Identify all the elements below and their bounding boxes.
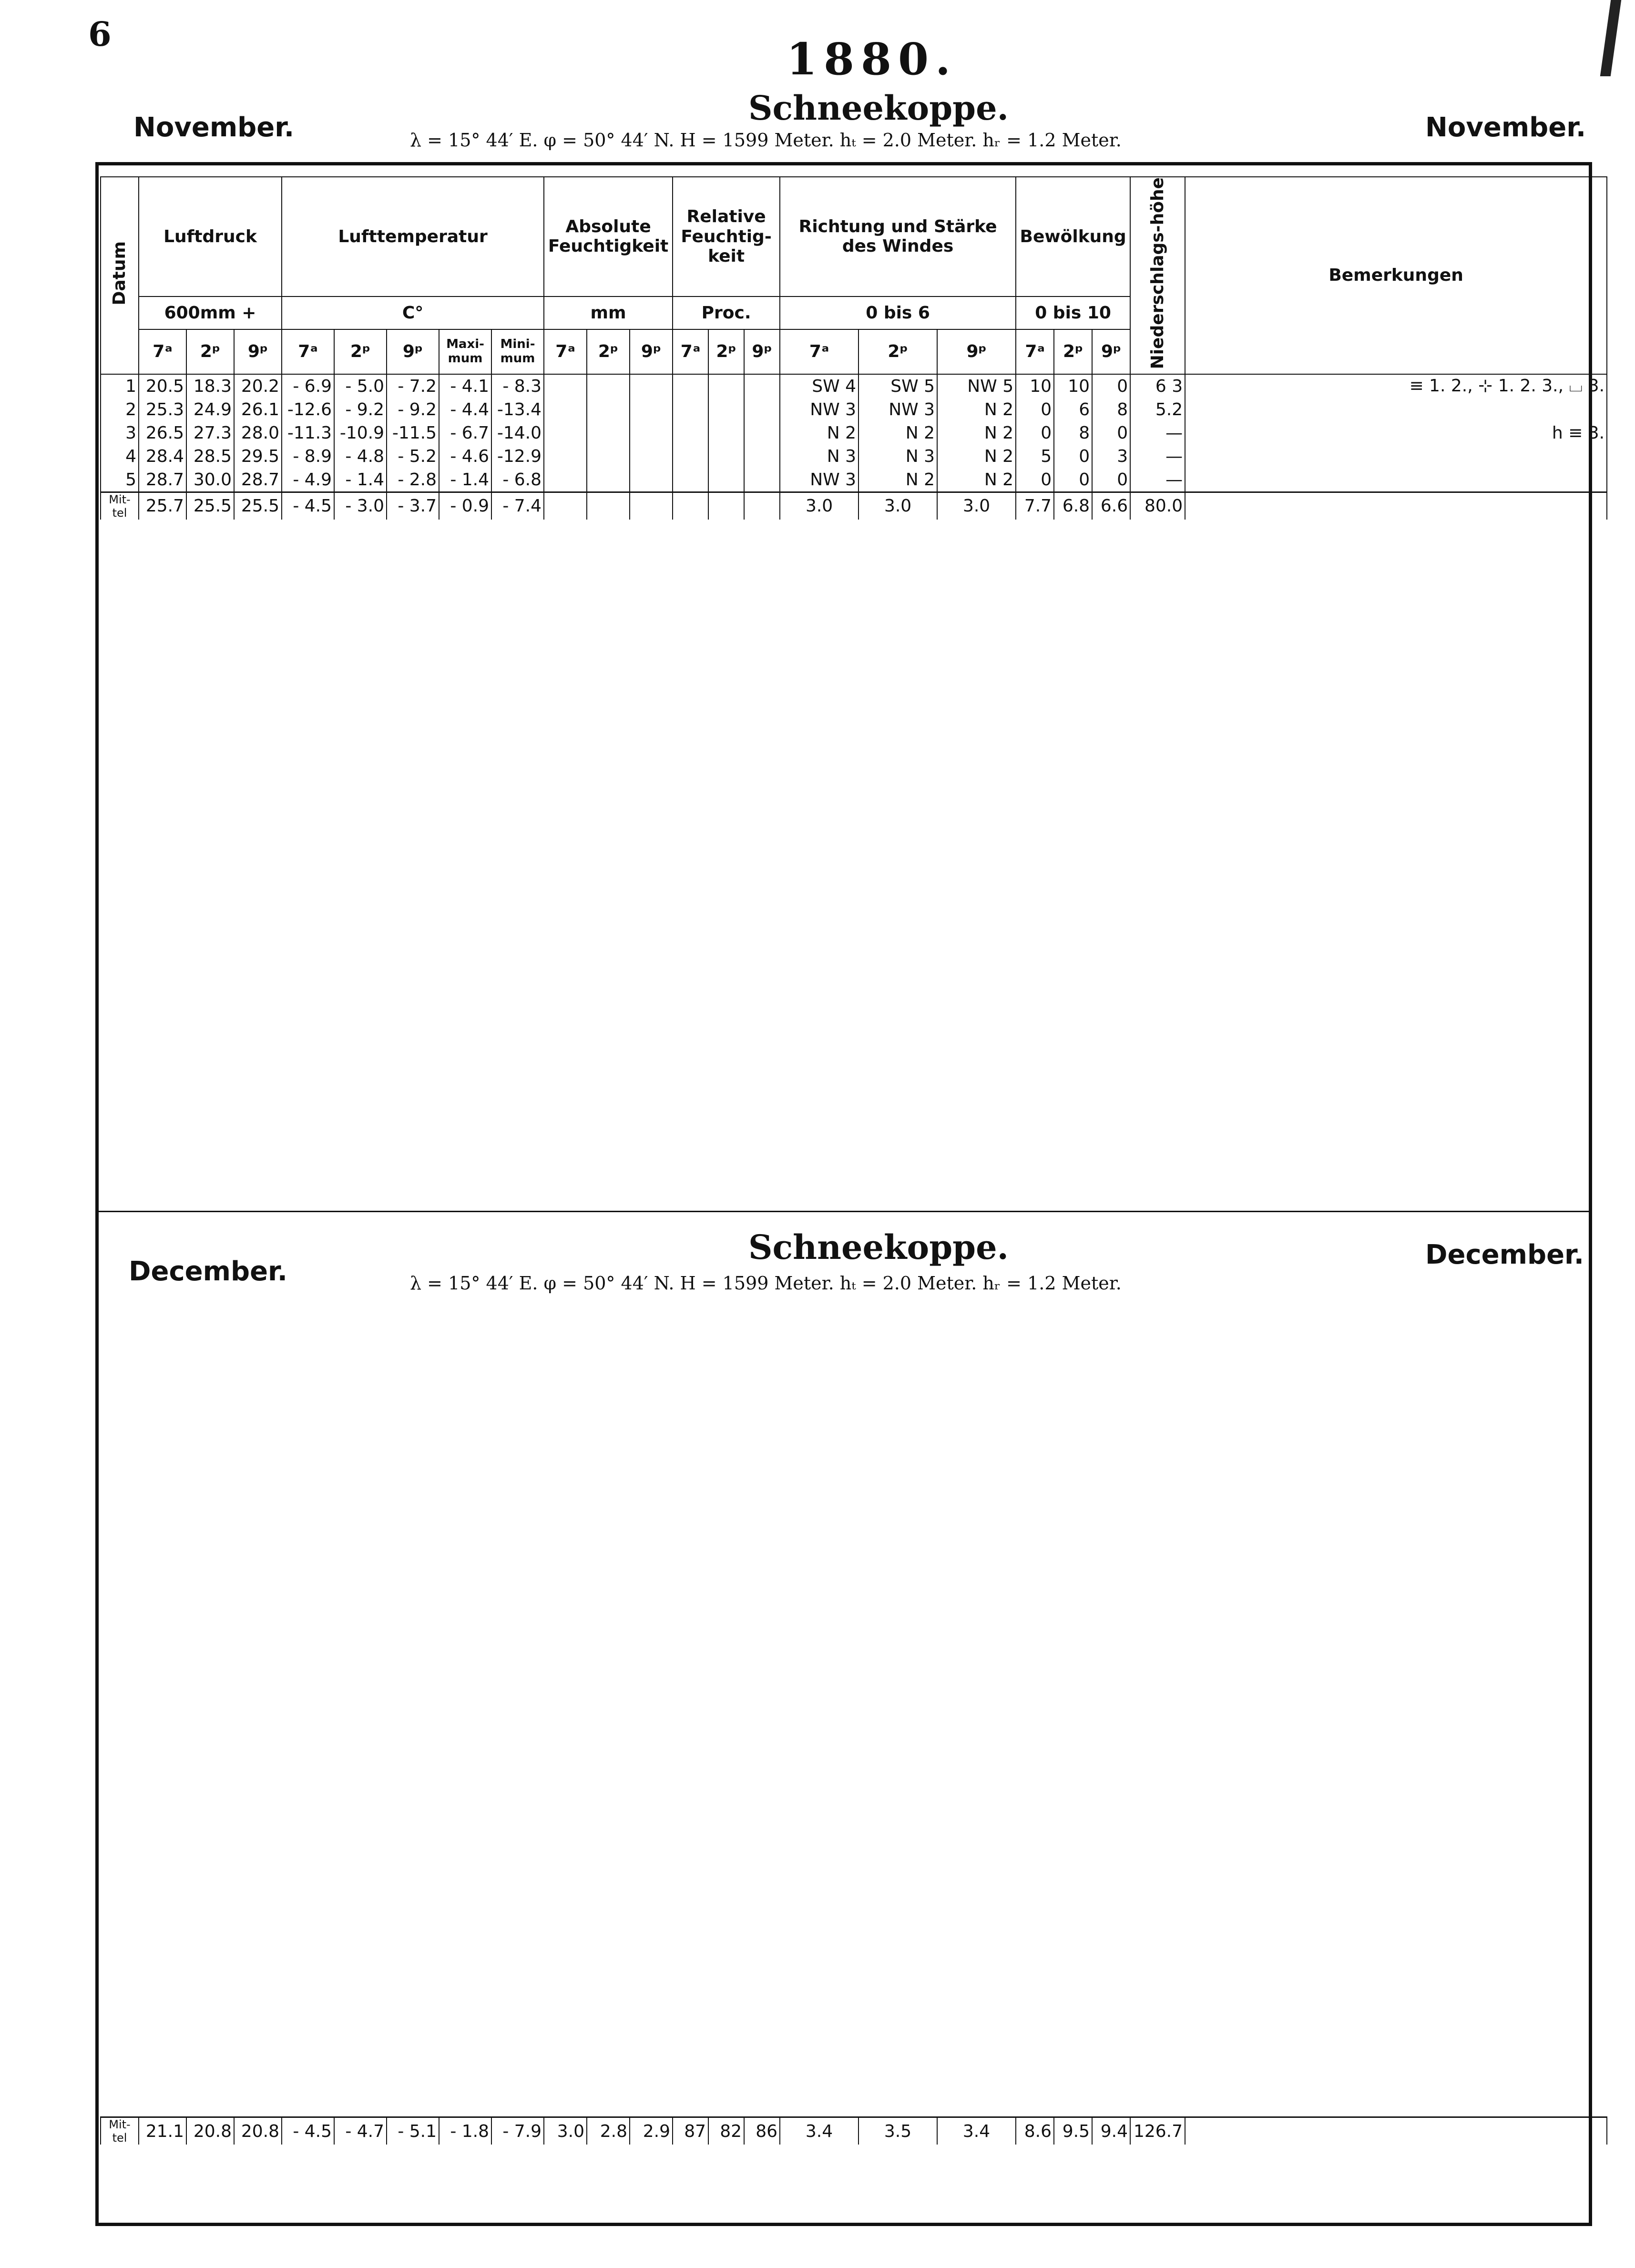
value-cell: 8 — [1054, 421, 1092, 445]
mean-cell: 20.8 — [234, 2117, 282, 2145]
hdr-7a: 7ᵃ — [282, 329, 334, 374]
mean-cell — [673, 492, 708, 520]
table-row — [101, 468, 1607, 492]
value-cell — [744, 374, 780, 398]
value-cell: - 4.4 — [439, 398, 491, 421]
mean-cell: 3.0 — [780, 492, 858, 520]
day-cell: 5 — [101, 468, 139, 492]
hdr-7a: 7ᵃ — [1016, 329, 1054, 374]
day-cell: 1 — [101, 374, 139, 398]
mean-cell: 7.7 — [1016, 492, 1054, 520]
value-cell: -12.9 — [491, 445, 544, 468]
value-cell — [744, 421, 780, 445]
col-bewoelkung: Bewölkung — [1016, 177, 1130, 296]
value-cell: NW 3 — [780, 398, 858, 421]
value-cell: 5 — [1016, 445, 1054, 468]
value-cell: 27.3 — [186, 421, 234, 445]
mean-cell — [744, 492, 780, 520]
col-wind: Richtung und Stärke des Windes — [780, 177, 1016, 296]
value-cell: 29.5 — [234, 445, 282, 468]
value-cell: SW 4 — [780, 374, 858, 398]
value-cell: -12.6 — [282, 398, 334, 421]
value-cell: 20.2 — [234, 374, 282, 398]
value-cell: 0 — [1054, 445, 1092, 468]
value-cell: N 2 — [937, 445, 1016, 468]
mean-cell: 86 — [744, 2117, 780, 2145]
page-edge-mark — [1600, 0, 1621, 76]
hdr-7a: 7ᵃ — [673, 329, 708, 374]
value-cell — [544, 445, 587, 468]
value-cell: - 9.2 — [334, 398, 387, 421]
day-cell: 3 — [101, 421, 139, 445]
value-cell — [708, 468, 744, 492]
col-datum: Datum — [101, 177, 139, 374]
december-month-left: December. — [129, 1256, 287, 1287]
value-cell: - 5.2 — [387, 445, 439, 468]
value-cell: — — [1130, 421, 1185, 445]
mean-cell — [544, 492, 587, 520]
value-cell: 26.5 — [139, 421, 186, 445]
value-cell: 3 — [1092, 445, 1130, 468]
hdr-9p: 9ᵖ — [1092, 329, 1130, 374]
value-cell — [630, 374, 673, 398]
month-left: November. — [133, 112, 295, 143]
value-cell — [673, 374, 708, 398]
unit-luftdruck: 600mm + — [139, 296, 282, 329]
mean-cell: - 4.5 — [282, 492, 334, 520]
mean-cell: 25.7 — [139, 492, 186, 520]
remark-cell — [1185, 445, 1607, 468]
remark-cell: ≡ 1. 2., ⊹ 1. 2. 3., ⌴ 3. — [1185, 374, 1607, 398]
november-rows — [101, 374, 1607, 492]
value-cell: - 1.4 — [334, 468, 387, 492]
col-bemerkungen: Bemerkungen — [1185, 177, 1607, 374]
value-cell: 0 — [1092, 468, 1130, 492]
value-cell: NW 3 — [780, 468, 858, 492]
mean-cell: 3.0 — [858, 492, 937, 520]
mean-cell: 3.0 — [544, 2117, 587, 2145]
november-table — [100, 176, 1607, 520]
table-row — [101, 398, 1607, 421]
hdr-2p: 2ᵖ — [334, 329, 387, 374]
col-niederschlag: Niederschlags-höhe — [1130, 177, 1185, 374]
value-cell: NW 5 — [937, 374, 1016, 398]
day-cell: 2 — [101, 398, 139, 421]
col-lufttemperatur: Lufttemperatur — [282, 177, 544, 296]
value-cell: — — [1130, 468, 1185, 492]
value-cell: -11.5 — [387, 421, 439, 445]
mean-cell — [587, 492, 630, 520]
value-cell: 8 — [1092, 398, 1130, 421]
hdr-9p: 9ᵖ — [387, 329, 439, 374]
remark-cell — [1185, 398, 1607, 421]
unit-rel: Proc. — [673, 296, 780, 329]
mean-cell: 126.7 — [1130, 2117, 1185, 2145]
hdr-2p: 2ᵖ — [1054, 329, 1092, 374]
value-cell: — — [1130, 445, 1185, 468]
value-cell: 10 — [1054, 374, 1092, 398]
mean-cell — [630, 492, 673, 520]
value-cell: -14.0 — [491, 421, 544, 445]
year-title: 1880. — [787, 33, 958, 85]
value-cell: N 2 — [780, 421, 858, 445]
mean-cell: 25.5 — [186, 492, 234, 520]
value-cell: - 8.9 — [282, 445, 334, 468]
value-cell: 0 — [1016, 468, 1054, 492]
mean-cell: 20.8 — [186, 2117, 234, 2145]
value-cell: - 4.6 — [439, 445, 491, 468]
mean-cell — [1185, 2117, 1607, 2145]
col-luftdruck: Luftdruck — [139, 177, 282, 296]
value-cell: 28.7 — [234, 468, 282, 492]
value-cell: N 3 — [858, 445, 937, 468]
value-cell — [708, 421, 744, 445]
mean-cell: 8.6 — [1016, 2117, 1054, 2145]
value-cell — [544, 398, 587, 421]
value-cell: 0 — [1054, 468, 1092, 492]
unit-bew: 0 bis 10 — [1016, 296, 1130, 329]
mean-label: Mit-tel — [101, 2117, 139, 2145]
value-cell — [630, 398, 673, 421]
value-cell: 0 — [1016, 421, 1054, 445]
value-cell: N 3 — [780, 445, 858, 468]
value-cell: 30.0 — [186, 468, 234, 492]
station-coordinates: λ = 15° 44′ E. φ = 50° 44′ N. H = 1599 Meter. hₜ = 2.0 Meter. hᵣ = 1.2 Meter. — [410, 130, 1122, 151]
value-cell: 0 — [1016, 398, 1054, 421]
value-cell: - 5.0 — [334, 374, 387, 398]
value-cell — [673, 445, 708, 468]
december-mean-table — [100, 2116, 1607, 2145]
december-month-right: December. — [1425, 1239, 1584, 1270]
table-row — [101, 445, 1607, 468]
station-title: Schneekoppe. — [748, 88, 1009, 128]
value-cell — [587, 421, 630, 445]
remark-cell — [1185, 468, 1607, 492]
mean-cell: 6.8 — [1054, 492, 1092, 520]
day-cell: 4 — [101, 445, 139, 468]
value-cell — [587, 398, 630, 421]
mean-label: Mit-tel — [101, 492, 139, 520]
hdr-7a: 7ᵃ — [544, 329, 587, 374]
value-cell — [544, 468, 587, 492]
value-cell: 28.5 — [186, 445, 234, 468]
mean-cell: - 4.7 — [334, 2117, 387, 2145]
hdr-maxi: Maxi-mum — [439, 329, 491, 374]
mean-cell: 2.9 — [630, 2117, 673, 2145]
mean-cell: 25.5 — [234, 492, 282, 520]
hdr-7a: 7ᵃ — [780, 329, 858, 374]
value-cell: N 2 — [937, 468, 1016, 492]
value-cell: N 2 — [858, 421, 937, 445]
value-cell: -11.3 — [282, 421, 334, 445]
value-cell: N 2 — [937, 421, 1016, 445]
value-cell: 24.9 — [186, 398, 234, 421]
value-cell: -13.4 — [491, 398, 544, 421]
mean-cell: 6.6 — [1092, 492, 1130, 520]
value-cell: - 4.8 — [334, 445, 387, 468]
value-cell — [630, 445, 673, 468]
value-cell: 0 — [1092, 374, 1130, 398]
mean-cell: - 1.8 — [439, 2117, 491, 2145]
value-cell — [544, 421, 587, 445]
december-station-title: Schneekoppe. — [748, 1227, 1009, 1267]
value-cell: N 2 — [858, 468, 937, 492]
section-divider — [98, 1211, 1590, 1212]
value-cell — [708, 398, 744, 421]
mean-cell: - 5.1 — [387, 2117, 439, 2145]
value-cell: - 9.2 — [387, 398, 439, 421]
hdr-2p: 2ᵖ — [708, 329, 744, 374]
page-number: 6 — [88, 14, 112, 54]
mean-cell — [1185, 492, 1607, 520]
value-cell: - 1.4 — [439, 468, 491, 492]
mean-cell: 3.4 — [780, 2117, 858, 2145]
table-row — [101, 421, 1607, 445]
value-cell — [708, 374, 744, 398]
november-mean — [101, 492, 1607, 520]
value-cell: 5.2 — [1130, 398, 1185, 421]
value-cell: - 4.1 — [439, 374, 491, 398]
mean-cell: - 3.7 — [387, 492, 439, 520]
hdr-2p: 2ᵖ — [186, 329, 234, 374]
value-cell: - 6.9 — [282, 374, 334, 398]
value-cell: - 2.8 — [387, 468, 439, 492]
value-cell: 6 3 — [1130, 374, 1185, 398]
mean-cell: 82 — [708, 2117, 744, 2145]
december-coordinates: λ = 15° 44′ E. φ = 50° 44′ N. H = 1599 Meter. hₜ = 2.0 Meter. hᵣ = 1.2 Meter. — [410, 1273, 1122, 1294]
value-cell: N 2 — [937, 398, 1016, 421]
value-cell: - 4.9 — [282, 468, 334, 492]
hdr-2p: 2ᵖ — [587, 329, 630, 374]
mean-cell: - 3.0 — [334, 492, 387, 520]
unit-wind: 0 bis 6 — [780, 296, 1016, 329]
mean-cell: 9.4 — [1092, 2117, 1130, 2145]
hdr-7a: 7ᵃ — [139, 329, 186, 374]
value-cell — [744, 398, 780, 421]
value-cell: 6 — [1054, 398, 1092, 421]
value-cell — [673, 421, 708, 445]
value-cell: - 7.2 — [387, 374, 439, 398]
value-cell: 0 — [1092, 421, 1130, 445]
mean-cell: 3.4 — [937, 2117, 1016, 2145]
mean-cell: 2.8 — [587, 2117, 630, 2145]
value-cell: 26.1 — [234, 398, 282, 421]
value-cell: NW 3 — [858, 398, 937, 421]
hdr-2p: 2ᵖ — [858, 329, 937, 374]
mean-cell: 3.5 — [858, 2117, 937, 2145]
value-cell: 28.0 — [234, 421, 282, 445]
table-row — [101, 374, 1607, 398]
value-cell: - 8.3 — [491, 374, 544, 398]
mean-cell: 3.0 — [937, 492, 1016, 520]
remark-cell: h ≡ 3. — [1185, 421, 1607, 445]
value-cell: 28.7 — [139, 468, 186, 492]
value-cell: 18.3 — [186, 374, 234, 398]
mean-cell: 80.0 — [1130, 492, 1185, 520]
hdr-9p: 9ᵖ — [630, 329, 673, 374]
value-cell: - 6.8 — [491, 468, 544, 492]
mean-cell: - 7.9 — [491, 2117, 544, 2145]
value-cell: 25.3 — [139, 398, 186, 421]
value-cell — [673, 398, 708, 421]
value-cell — [630, 421, 673, 445]
value-cell — [673, 468, 708, 492]
value-cell: - 6.7 — [439, 421, 491, 445]
unit-temp: C° — [282, 296, 544, 329]
value-cell: SW 5 — [858, 374, 937, 398]
col-rel-feucht: Relative Feuchtig-keit — [673, 177, 780, 296]
col-abs-feucht: Absolute Feuchtigkeit — [544, 177, 673, 296]
month-right: November. — [1425, 112, 1586, 143]
mean-cell: - 7.4 — [491, 492, 544, 520]
value-cell — [744, 468, 780, 492]
value-cell: 20.5 — [139, 374, 186, 398]
value-cell: -10.9 — [334, 421, 387, 445]
mean-cell: 21.1 — [139, 2117, 186, 2145]
value-cell — [587, 445, 630, 468]
value-cell: 10 — [1016, 374, 1054, 398]
hdr-9p: 9ᵖ — [937, 329, 1016, 374]
value-cell — [744, 445, 780, 468]
mean-cell: - 4.5 — [282, 2117, 334, 2145]
mean-cell: 87 — [673, 2117, 708, 2145]
mean-cell — [708, 492, 744, 520]
hdr-mini: Mini-mum — [491, 329, 544, 374]
mean-cell: 9.5 — [1054, 2117, 1092, 2145]
value-cell — [708, 445, 744, 468]
value-cell — [587, 374, 630, 398]
unit-abs: mm — [544, 296, 673, 329]
hdr-9p: 9ᵖ — [744, 329, 780, 374]
value-cell: 28.4 — [139, 445, 186, 468]
mean-cell: - 0.9 — [439, 492, 491, 520]
value-cell — [587, 468, 630, 492]
value-cell — [544, 374, 587, 398]
value-cell — [630, 468, 673, 492]
hdr-9p: 9ᵖ — [234, 329, 282, 374]
